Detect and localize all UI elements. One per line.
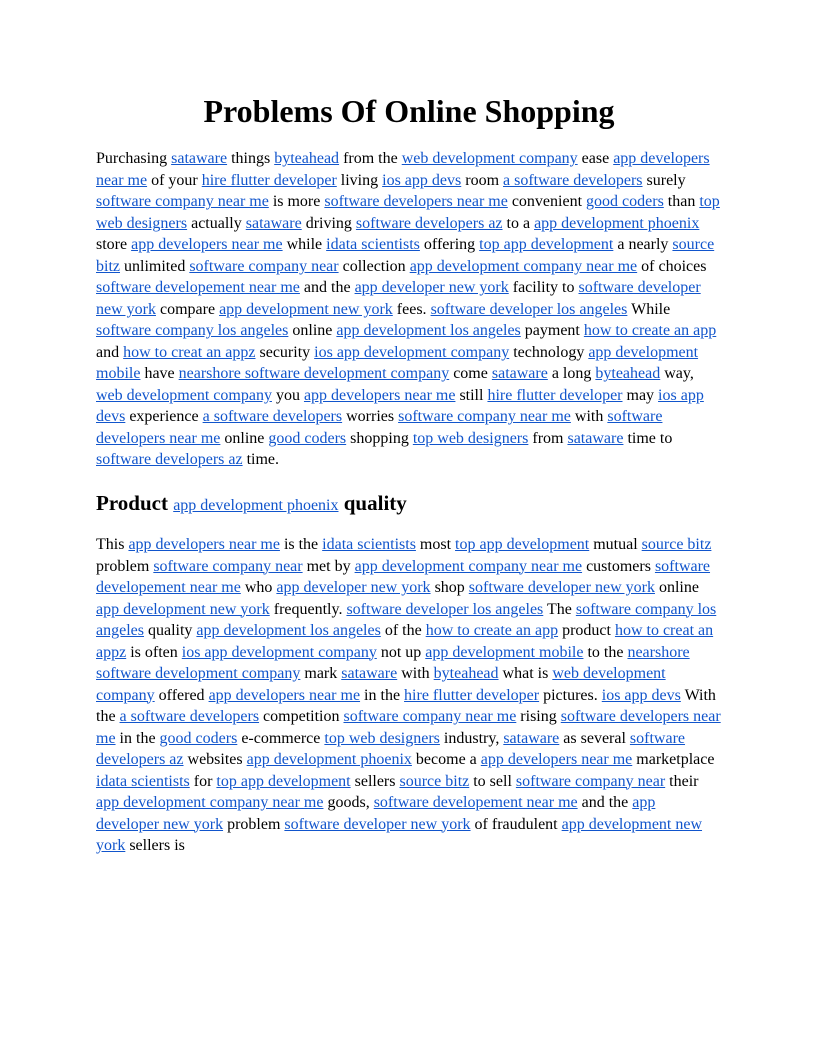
inline-link[interactable]: software developement near me — [96, 557, 711, 597]
inline-link[interactable]: top app development — [479, 236, 614, 254]
section-heading — [96, 491, 722, 516]
body-text: for — [189, 772, 217, 790]
inline-link[interactable]: idata scientists — [96, 772, 190, 790]
inline-link[interactable]: byteahead — [433, 665, 499, 683]
body-text: frequently. — [269, 600, 347, 618]
inline-link[interactable]: sataware — [567, 429, 624, 447]
body-text: way, — [660, 365, 694, 383]
body-text: online — [220, 429, 269, 447]
body-text: while — [282, 236, 327, 254]
inline-link[interactable]: web development company — [401, 150, 578, 168]
heading-link[interactable]: app development phoenix — [173, 496, 339, 514]
body-text: experience — [125, 408, 203, 426]
inline-link[interactable]: software company los angeles — [96, 600, 717, 640]
body-text: still — [455, 386, 488, 404]
body-text: sellers — [350, 772, 400, 790]
inline-link[interactable]: software company near me — [398, 408, 571, 426]
inline-link[interactable]: a software developers — [119, 708, 260, 726]
inline-link[interactable]: app developers near me — [208, 686, 361, 704]
inline-link[interactable]: good coders — [586, 193, 664, 211]
body-text: room — [461, 171, 504, 189]
intro-paragraph — [96, 148, 722, 471]
inline-link[interactable]: app development los angeles — [196, 622, 381, 640]
body-text: what is — [498, 665, 553, 683]
body-text: as several — [559, 729, 630, 747]
inline-link[interactable]: web development company — [96, 386, 272, 404]
body-text: mutual — [589, 536, 642, 554]
inline-link[interactable]: web development company — [96, 665, 666, 704]
inline-link[interactable]: app development company near me — [354, 557, 583, 575]
inline-link[interactable]: app development los angeles — [336, 322, 521, 340]
inline-link[interactable]: byteahead — [274, 150, 340, 168]
inline-link[interactable]: sataware — [171, 150, 228, 168]
body-text: This — [96, 536, 129, 554]
inline-link[interactable]: software developers near me — [324, 193, 508, 211]
body-text: and the — [299, 279, 355, 297]
body-text: technology — [509, 343, 589, 361]
body-text: offering — [419, 236, 480, 254]
inline-link[interactable]: software company near — [189, 257, 339, 275]
body-text: The — [543, 600, 576, 618]
inline-link[interactable]: software developers near me — [96, 708, 721, 747]
heading-text-after: quality — [338, 490, 407, 515]
body-text: compare — [155, 300, 220, 318]
inline-link[interactable]: ios app devs — [601, 686, 681, 704]
inline-link[interactable]: source bitz — [399, 772, 470, 790]
body-text: ease — [577, 150, 614, 168]
body-text: industry, — [439, 729, 504, 747]
inline-link[interactable]: app developers near me — [131, 236, 283, 254]
inline-link[interactable]: ios app devs — [96, 386, 704, 426]
body-text: is often — [126, 643, 182, 661]
body-text: you — [271, 386, 304, 404]
inline-link[interactable]: hire flutter developer — [201, 171, 337, 189]
inline-link[interactable]: good coders — [268, 429, 347, 447]
inline-link[interactable]: idata scientists — [322, 536, 416, 554]
body-text: time. — [242, 451, 280, 469]
inline-link[interactable]: app developers near me — [303, 386, 456, 404]
body-text: shop — [430, 579, 469, 597]
body-text: a long — [547, 365, 596, 383]
inline-link[interactable]: app development phoenix — [246, 751, 412, 769]
inline-link[interactable]: app developers near me — [96, 150, 710, 189]
inline-link[interactable]: software developers az — [355, 214, 503, 232]
body-text: convenient — [507, 193, 587, 211]
page-title: Problems Of Online Shopping — [203, 93, 615, 129]
inline-link[interactable]: software company near me — [343, 708, 517, 726]
quality-paragraph — [96, 534, 722, 857]
body-text: is the — [279, 536, 323, 554]
inline-link[interactable]: app developer new york — [354, 279, 509, 297]
body-text: of choices — [637, 257, 707, 275]
inline-link[interactable]: app developer new york — [96, 794, 656, 833]
inline-link[interactable]: app development mobile — [425, 643, 584, 661]
body-text: shopping — [346, 429, 413, 447]
body-text: of fraudulent — [470, 815, 562, 833]
body-text: is more — [268, 193, 325, 211]
inline-link[interactable]: how to creat an appz — [96, 622, 714, 661]
inline-link[interactable]: nearshore software development company — [96, 643, 690, 683]
inline-link[interactable]: source bitz — [96, 236, 715, 275]
body-text: unlimited — [120, 257, 190, 275]
inline-link[interactable]: app developer new york — [276, 579, 431, 597]
body-text: with — [397, 665, 434, 683]
body-text: their — [665, 772, 699, 790]
body-text: from — [528, 429, 568, 447]
inline-link[interactable]: idata scientists — [326, 236, 420, 254]
body-text: surely — [642, 171, 686, 189]
inline-link[interactable]: software developer new york — [284, 815, 471, 833]
body-text: goods, — [323, 794, 374, 812]
body-text: living — [336, 171, 383, 189]
inline-link[interactable]: app development company near me — [96, 794, 324, 812]
body-text: store — [96, 236, 132, 254]
body-text: most — [415, 536, 456, 554]
inline-link[interactable]: sataware — [341, 665, 398, 683]
inline-link[interactable]: top app development — [216, 772, 351, 790]
inline-link[interactable]: software company near — [153, 557, 303, 575]
body-text: not up — [376, 643, 426, 661]
inline-link[interactable]: software company near me — [96, 193, 269, 211]
inline-link[interactable]: software developement near me — [373, 794, 578, 812]
body-text: pictures. — [539, 686, 602, 704]
inline-link[interactable]: hire flutter developer — [487, 386, 623, 404]
body-text: driving — [301, 214, 356, 232]
body-text: e-commerce — [237, 729, 325, 747]
inline-link[interactable]: app development new york — [96, 600, 270, 618]
body-text: in the — [360, 686, 405, 704]
body-text: have — [140, 365, 179, 383]
inline-link[interactable]: app developers near me — [480, 751, 633, 769]
body-text: With the — [96, 686, 716, 726]
body-text: with — [570, 408, 608, 426]
body-text: may — [622, 386, 659, 404]
document-page — [96, 92, 722, 857]
body-text: collection — [338, 257, 410, 275]
inline-link[interactable]: software developer new york — [468, 579, 655, 597]
body-text: come — [449, 365, 492, 383]
body-text: actually — [187, 214, 246, 232]
inline-link[interactable]: sataware — [491, 365, 548, 383]
body-text: payment — [520, 322, 584, 340]
inline-link[interactable]: top app development — [455, 536, 590, 554]
heading-text-before: Product — [96, 490, 174, 515]
inline-link[interactable]: app development new york — [219, 300, 393, 318]
body-text: a nearly — [613, 236, 673, 254]
body-text: of your — [147, 171, 202, 189]
inline-link[interactable]: software developement near me — [96, 279, 300, 297]
inline-link[interactable]: software company near — [515, 772, 666, 790]
body-text: who — [240, 579, 277, 597]
body-text: offered — [154, 686, 209, 704]
inline-link[interactable]: ios app development company — [181, 643, 377, 661]
body-text: online — [288, 322, 337, 340]
body-text: to the — [583, 643, 628, 661]
body-text: quality — [143, 622, 197, 640]
inline-link[interactable]: top web designers — [412, 429, 529, 447]
inline-link[interactable]: app developers near me — [128, 536, 280, 554]
body-text: marketplace — [632, 751, 715, 769]
inline-link[interactable]: software company los angeles — [96, 322, 289, 340]
inline-link[interactable]: nearshore software development company — [178, 365, 450, 383]
inline-link[interactable]: app development phoenix — [534, 214, 700, 232]
body-text: and — [96, 343, 124, 361]
body-text: sellers is — [125, 837, 185, 855]
body-text: time to — [623, 429, 673, 447]
inline-link[interactable]: a software developers — [202, 408, 343, 426]
inline-link[interactable]: source bitz — [641, 536, 712, 554]
inline-link[interactable]: ios app devs — [382, 171, 462, 189]
inline-link[interactable]: how to create an app — [583, 322, 717, 340]
inline-link[interactable]: how to create an app — [425, 622, 559, 640]
inline-link[interactable]: software developers near me — [96, 408, 663, 447]
body-text: from the — [339, 150, 402, 168]
body-text: customers — [582, 557, 655, 575]
body-text: facility to — [508, 279, 579, 297]
body-text: mark — [300, 665, 342, 683]
inline-link[interactable]: top web designers — [324, 729, 440, 747]
body-text: websites — [183, 751, 247, 769]
inline-link[interactable]: software developer new york — [96, 279, 701, 318]
inline-link[interactable]: how to creat an appz — [123, 343, 256, 361]
body-text: competition — [259, 708, 344, 726]
body-text: While — [627, 300, 671, 318]
inline-link[interactable]: ios app development company — [314, 343, 510, 361]
inline-link[interactable]: top web designers — [96, 193, 720, 232]
inline-link[interactable]: software developer los angeles — [430, 300, 628, 318]
inline-link[interactable]: app development new york — [96, 815, 703, 855]
body-text: to a — [502, 214, 535, 232]
body-text: fees. — [392, 300, 431, 318]
body-text: product — [558, 622, 615, 640]
inline-link[interactable]: software developers az — [96, 729, 686, 769]
body-text: problem — [223, 815, 285, 833]
body-text: problem — [96, 557, 154, 575]
inline-link[interactable]: software developers az — [96, 451, 243, 469]
inline-link[interactable]: app development company near me — [409, 257, 638, 275]
inline-link[interactable]: hire flutter developer — [404, 686, 540, 704]
body-text: rising — [516, 708, 561, 726]
body-text: worries — [342, 408, 399, 426]
inline-link[interactable]: sataware — [245, 214, 302, 232]
inline-link[interactable]: software developer los angeles — [346, 600, 544, 618]
inline-link[interactable]: app development mobile — [96, 343, 699, 383]
body-text: of the — [380, 622, 426, 640]
body-text: in the — [115, 729, 160, 747]
inline-link[interactable]: byteahead — [595, 365, 661, 383]
body-text: than — [663, 193, 700, 211]
body-text: Purchasing — [96, 150, 172, 168]
body-text: online — [654, 579, 699, 597]
body-text: met by — [302, 557, 355, 575]
body-text: things — [227, 150, 275, 168]
inline-link[interactable]: good coders — [159, 729, 238, 747]
inline-link[interactable]: a software developers — [503, 171, 643, 189]
body-text: security — [255, 343, 315, 361]
inline-link[interactable]: sataware — [503, 729, 560, 747]
body-text: become a — [411, 751, 481, 769]
body-text: to sell — [469, 772, 516, 790]
body-text: and the — [577, 794, 633, 812]
